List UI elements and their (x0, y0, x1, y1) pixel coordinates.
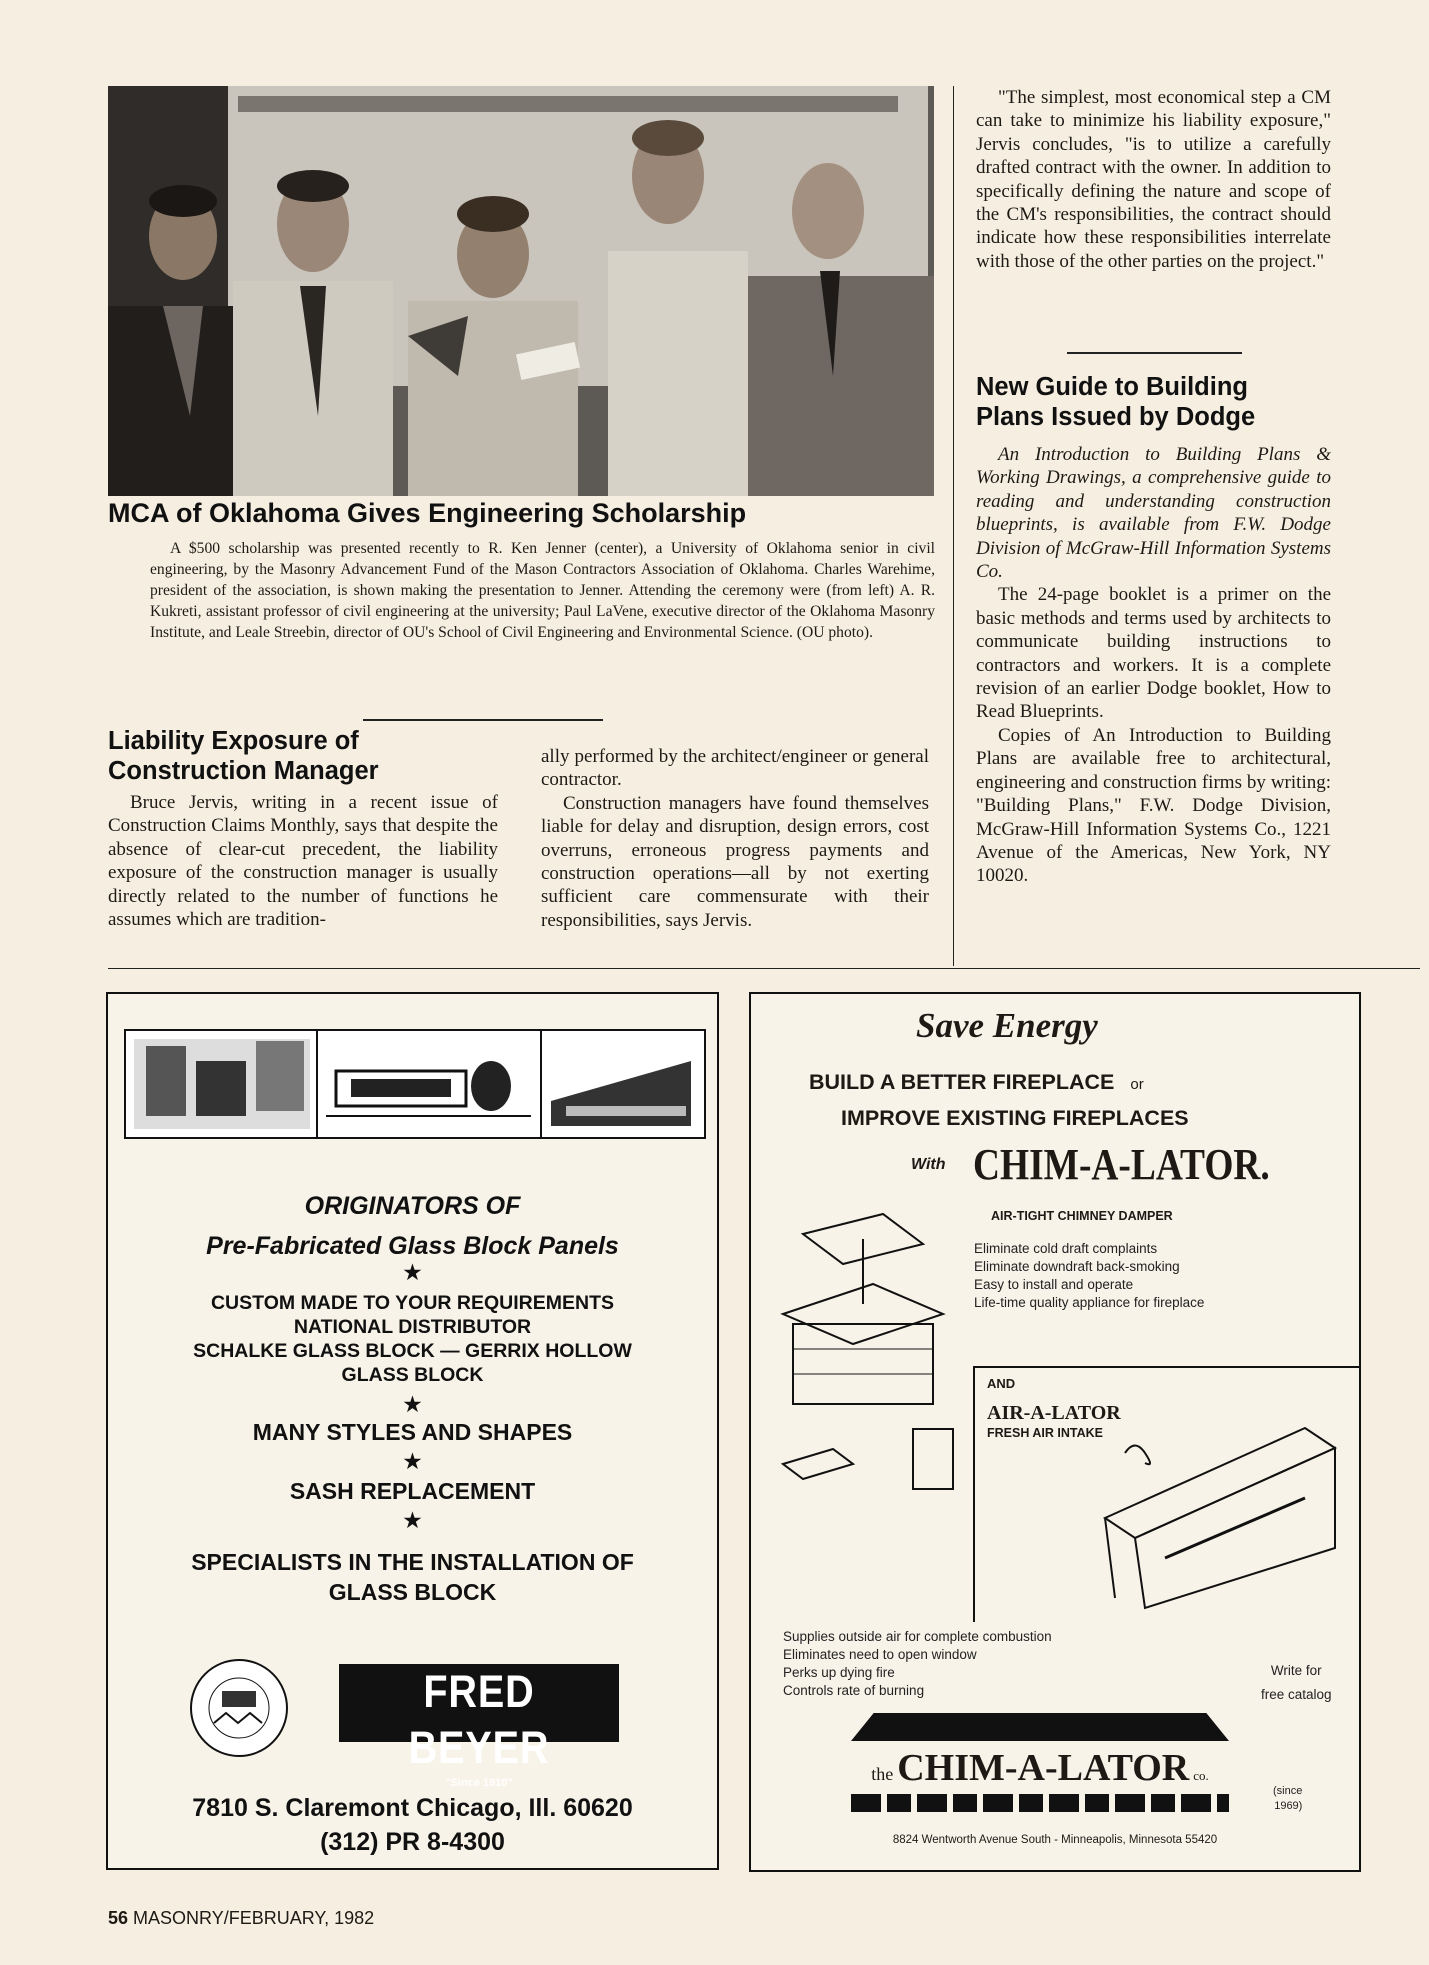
ad-originators: ORIGINATORS OF (304, 1192, 521, 1220)
ad-with: With (911, 1156, 946, 1173)
ad-or: or (1130, 1076, 1144, 1093)
intake-point: Controls rate of burning (783, 1683, 925, 1698)
page-number: 56 (108, 1908, 129, 1928)
write-for: Write for (1270, 1663, 1322, 1678)
ad-specialists: SPECIALISTS IN THE INSTALLATION OF (191, 1549, 634, 1575)
ad-styles: MANY STYLES AND SHAPES (252, 1419, 573, 1445)
since-label: (since (1273, 1785, 1303, 1797)
article2-col2 (541, 745, 929, 932)
article2-title (108, 726, 379, 786)
fred-beyer-logo (339, 1664, 619, 1789)
ad-damper: AIR-TIGHT CHIMNEY DAMPER (991, 1209, 1173, 1223)
article3-title-line1: New Guide to Building (976, 373, 1248, 401)
chim-a-lator-logo (851, 1746, 1229, 1788)
damper-point: Easy to install and operate (974, 1277, 1134, 1292)
ad-and: AND (987, 1376, 1016, 1391)
scholarship-photo (108, 86, 934, 496)
divider (363, 719, 603, 721)
star-icon: ★ (403, 1451, 422, 1473)
section-rule (108, 968, 1420, 969)
ad-schalke: SCHALKE GLASS BLOCK — GERRIX HOLLOW (193, 1340, 632, 1362)
ad-build: BUILD A BETTER FIREPLACE (809, 1070, 1115, 1094)
article1-caption: A $500 scholarship was presented recently to R. Ken Jenner (center), a University of Oklahoma senior in civil engineering, by the Masonry Advancement Fund of the Mason Contractors Association of Oklahoma. Charles Warehime, president of the association, is shown making the presentation to Jenner. Attending the ceremony were (from left) A. R. Kukreti, assistant professor of civil engineering at the university; Paul LaVene, executive director of the Oklahoma Masonry Institute, and Leale Streebin, director of OU's School of Civil Engineering and Environmental Science. (OU photo). (150, 540, 935, 641)
magazine-issue: MASONRY/FEBRUARY, 1982 (133, 1908, 375, 1928)
logo-the: the (871, 1764, 894, 1784)
chimney-damper-illustration (763, 1204, 963, 1514)
ad-panels: Pre-Fabricated Glass Block Panels (206, 1232, 619, 1260)
damper-points (974, 1240, 1354, 1312)
ad-fred-beyer (106, 992, 719, 1870)
article3-p2: The 24-page booklet is a primer on the basic methods and terms used by architects to communicate building instructions to contractors and workers. It is a complete revision of an earlier Dodge booklet, How to Read Blueprints. (976, 584, 1331, 723)
logo-brick-band (851, 1794, 1229, 1812)
logo-co: co. (1193, 1768, 1209, 1783)
logo-name: FRED BEYER (408, 1666, 550, 1773)
ad-custom: CUSTOM MADE TO YOUR REQUIREMENTS (210, 1292, 615, 1314)
ad-chim-a-lator (749, 992, 1361, 1872)
ad-brand: CHIM-A-LATOR. (973, 1140, 1270, 1189)
ad-airalator: AIR-A-LATOR (987, 1402, 1121, 1424)
logo-since (1273, 1784, 1302, 1814)
article2-col3 (976, 86, 1331, 273)
scholarship-photo-image (108, 86, 934, 496)
intake-point: Supplies outside air for complete combustion (783, 1629, 1052, 1644)
article3-body (976, 443, 1331, 888)
column-rule (953, 86, 954, 966)
article2-title-line1: Liability Exposure of (108, 727, 359, 755)
article2-col3-quote: "The simplest, most economical step a CM can take to minimize his liability exposure," Jervis concludes, "is to utilize a carefully drafted contract with the owner. In addition to specifically defining the nature and scope of the CM's responsibilities, the contract should indicate how these responsibilities interrelate with those of the other parties on the project." (976, 87, 1331, 272)
air-a-lator-panel (973, 1366, 1359, 1622)
since-year: 1969) (1274, 1800, 1303, 1812)
ad-intake: FRESH AIR INTAKE (987, 1426, 1103, 1440)
ad-address: 8824 Wentworth Avenue South - Minneapolis, Minnesota 55420 (892, 1834, 1218, 1846)
logo-since: "Since 1910" (445, 1777, 513, 1789)
intake-point: Perks up dying fire (783, 1665, 895, 1680)
page-footer (108, 1908, 374, 1929)
article2-col2-p2: Construction managers have found themselves liable for delay and disruption, design errors, cost overruns, erroneous progress payments and construction operations—all by not exerting sufficient care commensurate with their responsibilities, says Jervis. (541, 792, 929, 931)
seal-graphic (192, 1661, 286, 1755)
association-seal-icon (190, 1659, 288, 1757)
ad-save-energy: Save Energy (916, 1006, 1098, 1045)
building-illustrations (126, 1031, 704, 1137)
ad-sash: SASH REPLACEMENT (289, 1478, 536, 1504)
divider (1067, 352, 1242, 354)
article2-col2-p1: ally performed by the architect/engineer or general contractor. (541, 746, 929, 791)
article1-title: MCA of Oklahoma Gives Engineering Scholarship (108, 498, 747, 528)
article3-title-line2: Plans Issued by Dodge (976, 403, 1256, 431)
air-intake-illustration (1085, 1408, 1355, 1618)
damper-point: Life-time quality appliance for fireplace (974, 1295, 1205, 1310)
article2-title-line2: Construction Manager (108, 757, 379, 785)
ad-illustration-strip (124, 1029, 706, 1139)
ad-address: 7810 S. Claremont Chicago, Ill. 60620 (192, 1794, 633, 1822)
intake-point: Eliminates need to open window (783, 1647, 977, 1662)
star-icon: ★ (403, 1262, 422, 1284)
article2-col1 (108, 791, 498, 931)
article2-col1-text: Bruce Jervis, writing in a recent issue of Construction Claims Monthly, says that despite the absence of clear-cut precedent, the liability exposure of the construction manager is usually directly related to the number of functions he assumes which are tradition- (108, 792, 498, 931)
ad-national: NATIONAL DISTRIBUTOR (293, 1316, 532, 1338)
ad-improve: IMPROVE EXISTING FIREPLACES (841, 1106, 1189, 1130)
free-catalog: free catalog (1261, 1687, 1332, 1702)
ad-phone: (312) PR 8-4300 (320, 1828, 505, 1856)
star-icon: ★ (403, 1510, 422, 1532)
damper-point: Eliminate downdraft back-smoking (974, 1259, 1180, 1274)
intake-points (783, 1628, 1203, 1700)
ad-glass-block: GLASS BLOCK (341, 1364, 484, 1386)
article3-title (976, 372, 1255, 432)
logo-roof-icon (851, 1713, 1229, 1741)
ad-glass-block-2: GLASS BLOCK (328, 1579, 497, 1605)
star-icon: ★ (403, 1394, 422, 1416)
damper-point: Eliminate cold draft complaints (974, 1241, 1158, 1256)
article3-p1: An Introduction to Building Plans & Working Drawings, a comprehensive guide to reading and understanding construction blueprints, is available from F.W. Dodge Division of McGraw-Hill Information Systems Co. (976, 444, 1331, 583)
ad-build-line (809, 1070, 1144, 1095)
article3-p3: Copies of An Introduction to Building Plans are available free to architectural, engineering and construction firms by writing: "Building Plans," F.W. Dodge Division, McGraw-Hill Information Systems Co., 1221 Avenue of the Americas, New York, NY 10020. (976, 724, 1331, 887)
logo-name: CHIM-A-LATOR (897, 1747, 1190, 1789)
catalog-offer (1261, 1662, 1332, 1704)
